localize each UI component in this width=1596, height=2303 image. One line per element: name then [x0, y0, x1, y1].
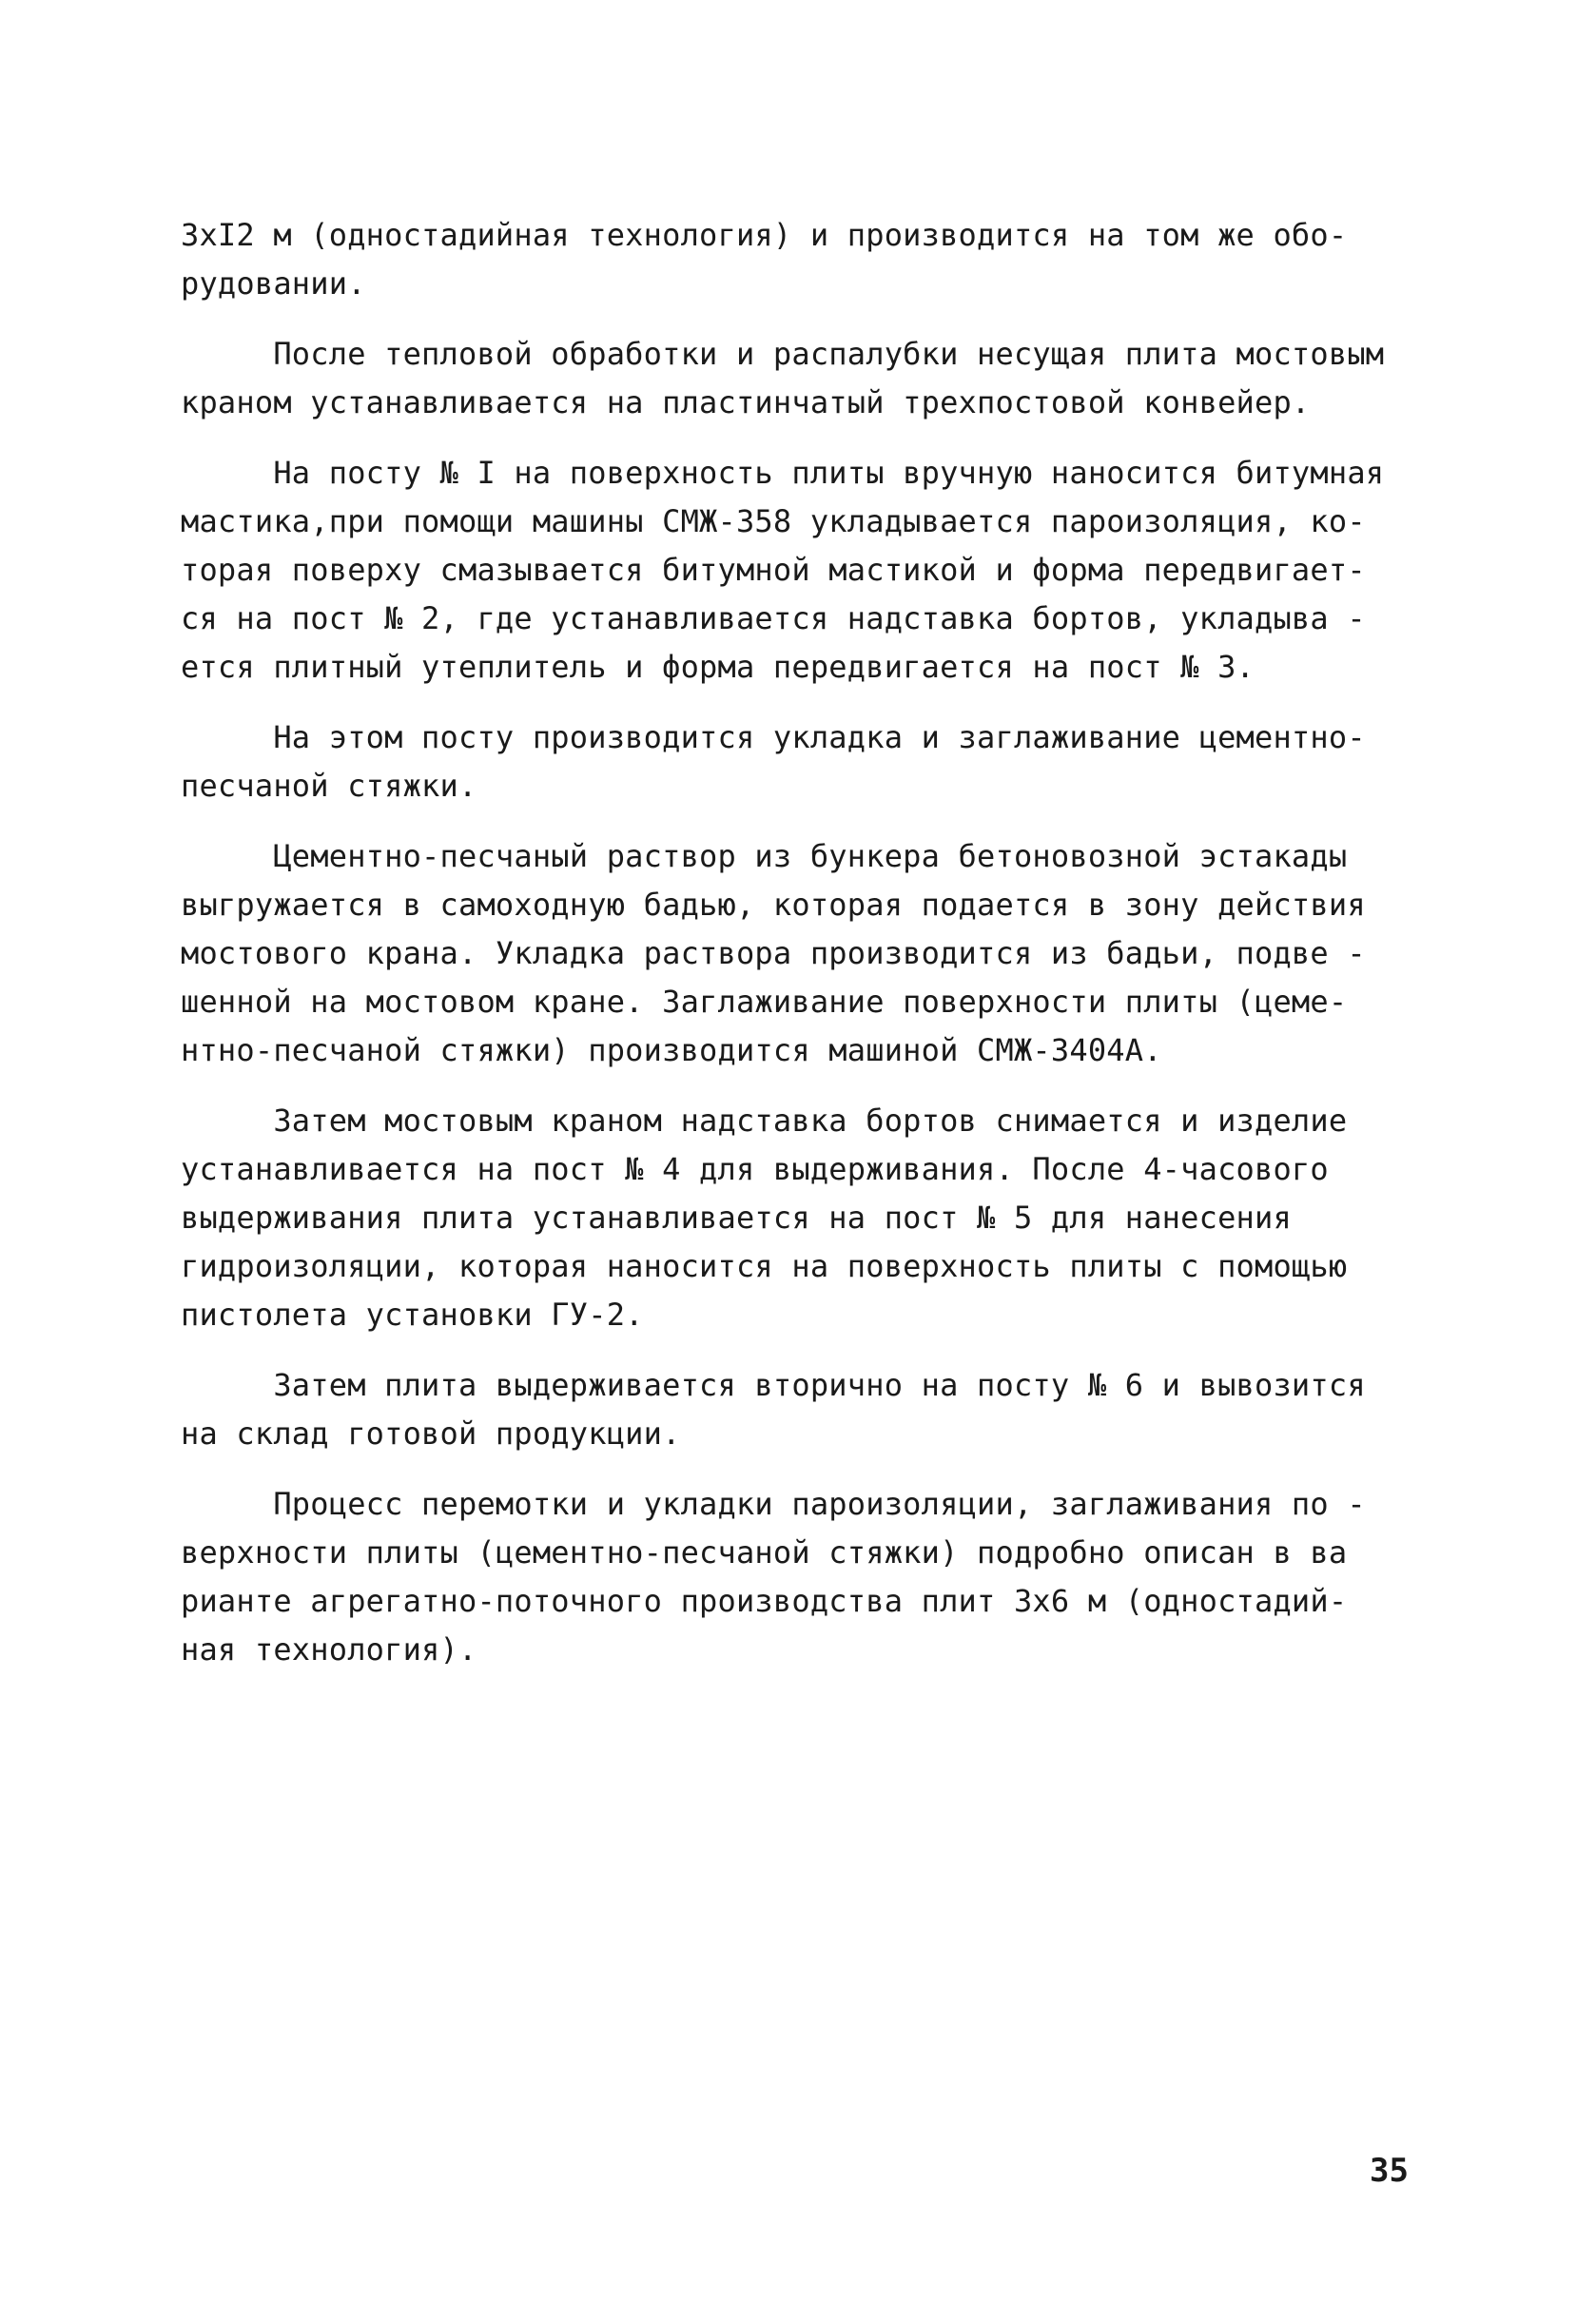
- text-line: На этом посту производится укладка и заглаживание цементно-: [181, 719, 1366, 755]
- text-line: нтно-песчаной стяжки) производится машиной СМЖ-3404А.: [181, 1032, 1162, 1068]
- text-line: ся на пост № 2, где устанавливается надставка бортов, укладыва -: [181, 600, 1366, 636]
- page-number: 35: [1370, 2152, 1409, 2190]
- paragraph: [181, 1480, 1427, 1674]
- text-line: на склад готовой продукции.: [181, 1415, 681, 1452]
- text-line: рудовании.: [181, 265, 366, 302]
- paragraph: [181, 1097, 1427, 1339]
- text-line: Процесс перемотки и укладки пароизоляции, заглаживания по -: [181, 1486, 1366, 1522]
- paragraph: [181, 211, 1427, 308]
- text-line: Затем мостовым краном надставка бортов снимается и изделие: [181, 1103, 1348, 1139]
- text-line: песчаной стяжки.: [181, 768, 477, 804]
- text-line: ная технология).: [181, 1631, 477, 1668]
- text-line: выдерживания плита устанавливается на пост № 5 для нанесения: [181, 1200, 1292, 1236]
- text-line: ется плитный утеплитель и форма передвигается на пост № 3.: [181, 649, 1255, 685]
- paragraph: [181, 713, 1427, 810]
- text-line: Цементно-песчаный раствор из бункера бетоновозной эстакады: [181, 838, 1348, 874]
- paragraph: [181, 1361, 1427, 1458]
- text-line: рианте агрегатно-поточного производства плит 3х6 м (одностадий-: [181, 1583, 1348, 1619]
- text-line: пистолета установки ГУ-2.: [181, 1297, 644, 1333]
- text-line: мостового крана. Укладка раствора производится из бадьи, подве -: [181, 935, 1366, 971]
- document-body: [181, 211, 1427, 1696]
- text-line: выгружается в самоходную бадью, которая подается в зону действия: [181, 887, 1366, 923]
- text-line: верхности плиты (цементно-песчаной стяжки) подробно описан в ва: [181, 1534, 1348, 1571]
- text-line: устанавливается на пост № 4 для выдерживания. После 4-часового: [181, 1151, 1329, 1187]
- text-line: На посту № I на поверхность плиты вручную наносится битумная: [181, 455, 1385, 491]
- text-line: Затем плита выдерживается вторично на посту № 6 и вывозится: [181, 1367, 1366, 1403]
- text-line: гидроизоляции, которая наносится на поверхность плиты с помощью: [181, 1248, 1348, 1284]
- text-line: краном устанавливается на пластинчатый трехпостовой конвейер.: [181, 384, 1311, 420]
- text-line: шенной на мостовом кране. Заглаживание поверхности плиты (цеме-: [181, 984, 1348, 1020]
- text-line: торая поверху смазывается битумной мастикой и форма передвигает-: [181, 552, 1366, 588]
- paragraph: [181, 832, 1427, 1075]
- text-line: После тепловой обработки и распалубки несущая плита мостовым: [181, 336, 1385, 372]
- paragraph: [181, 449, 1427, 692]
- text-line: 3хI2 м (одностадийная технология) и производится на том же обо-: [181, 217, 1348, 253]
- paragraph: [181, 330, 1427, 427]
- text-line: мастика,при помощи машины СМЖ-358 укладывается пароизоляция, ко-: [181, 503, 1366, 539]
